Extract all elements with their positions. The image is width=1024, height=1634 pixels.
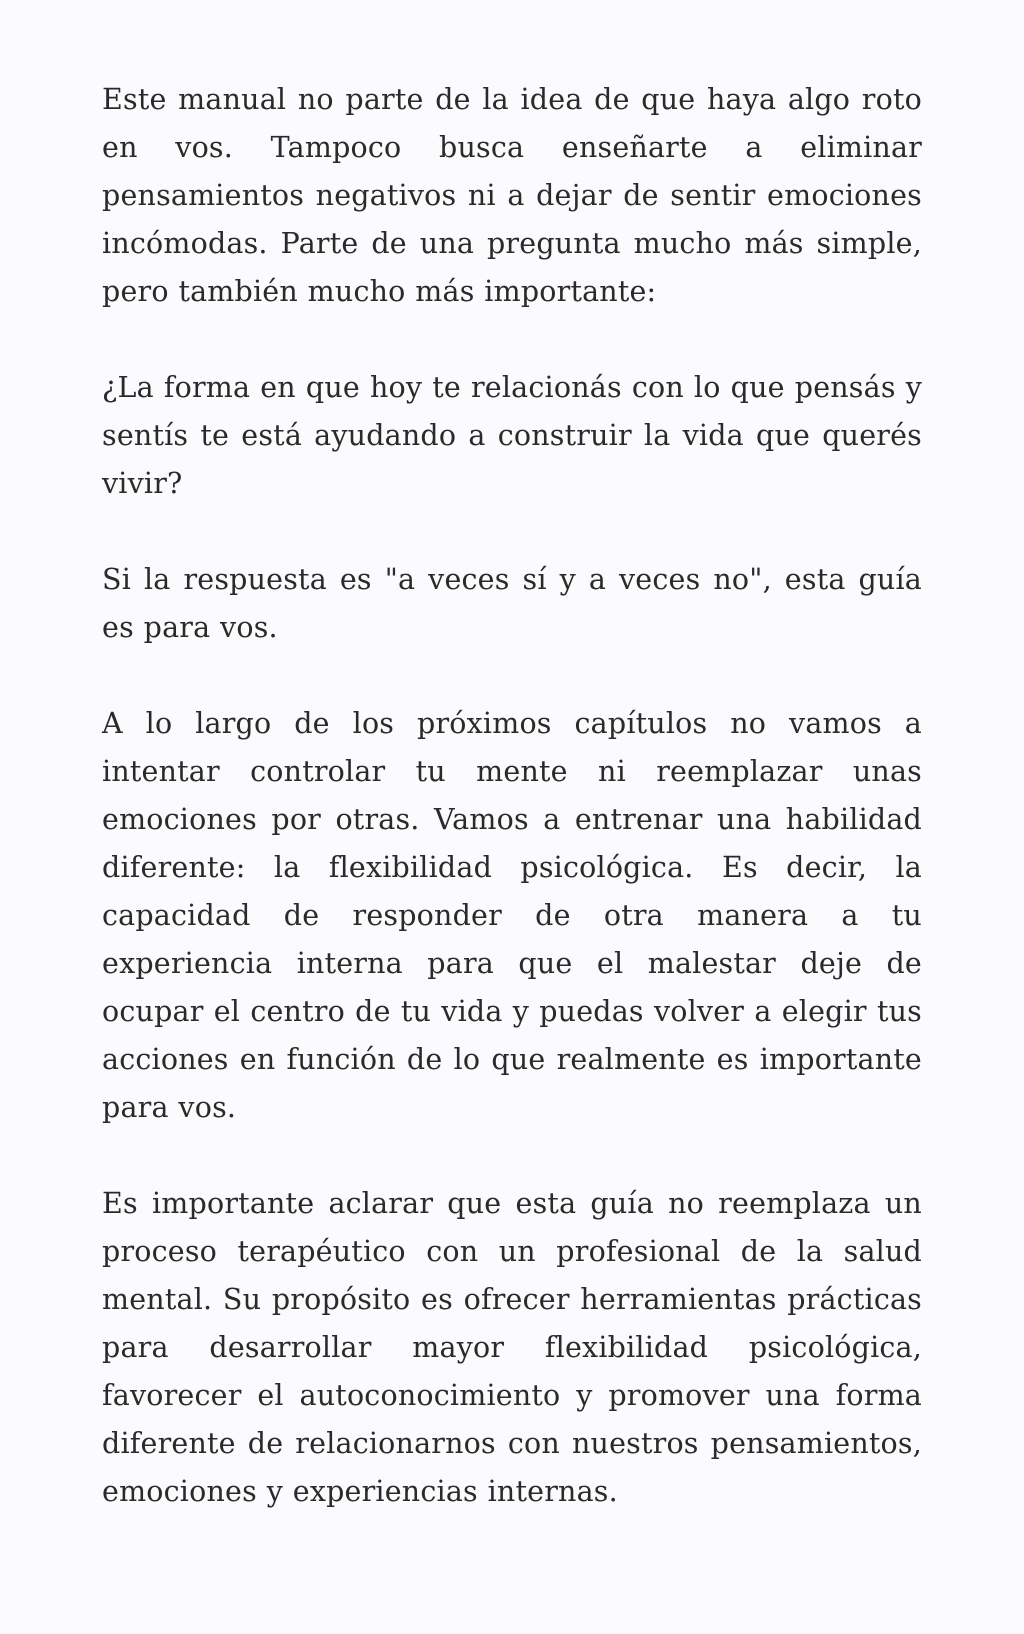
paragraph-question: ¿La forma en que hoy te relacionás con lo que pensás y sentís te está ayudando a construir la vida que querés vivir? [102,371,922,500]
paragraph-disclaimer: Es importante aclarar que esta guía no reemplaza un proceso terapéutico con un profesional de la salud mental. Su propósito es ofrecer herramientas prácticas para desarrollar mayor flexibilidad psicológica, favorecer el autoconocimiento y promover una forma diferente de relacionarnos con nuestros pensamientos, emociones y experiencias internas. [102,1187,922,1508]
paragraph-answer: Si la respuesta es "a veces sí y a veces no", esta guía es para vos. [102,563,922,644]
paragraph-intro: Este manual no parte de la idea de que haya algo roto en vos. Tampoco busca enseñarte a eliminar pensamientos negativos ni a dejar de sentir emociones incómodas. Parte de una pregunta mucho más simple, pero también mucho más importante: [102,83,922,308]
paragraph-flexibility: A lo largo de los próximos capítulos no vamos a intentar controlar tu mente ni reemplazar unas emociones por otras. Vamos a entrenar una habilidad diferente: la flexibilidad psicológica. Es decir, la capacidad de responder de otra manera a tu experiencia interna para que el malestar deje de ocupar el centro de tu vida y puedas volver a elegir tus acciones en función de lo que realmente es importante para vos. [102,707,922,1124]
